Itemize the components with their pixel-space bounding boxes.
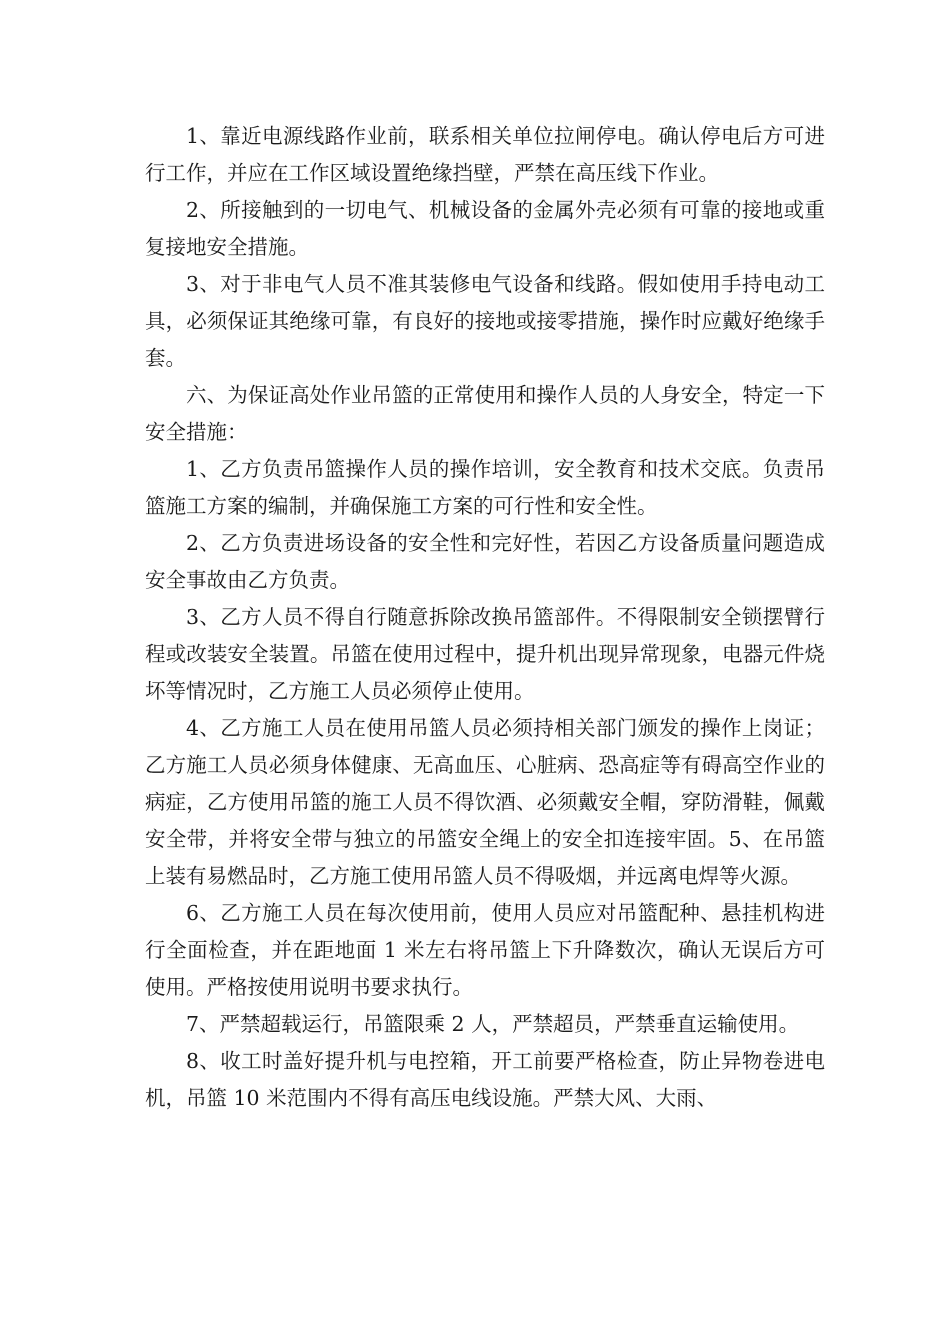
section-heading-gondola-safety: 六、为保证高处作业吊篮的正常使用和操作人员的人身安全，特定一下安全措施：	[145, 383, 825, 444]
paragraph-end-of-work: 8、收工时盖好提升机与电控箱，开工前要严格检查，防止异物卷进电机，吊篮 10 米范围内不得有高压电线设施。严禁大风、大雨、	[145, 1049, 825, 1110]
paragraph-load-limit: 7、严禁超载运行，吊篮限乘 2 人，严禁超员，严禁垂直运输使用。	[186, 1012, 800, 1036]
paragraph-operator-training: 1、乙方负责吊篮操作人员的操作培训，安全教育和技术交底。负责吊篮施工方案的编制，并确保施工方案的可行性和安全性。	[145, 457, 825, 518]
paragraph-grounding: 2、所接触到的一切电气、机械设备的金属外壳必须有可靠的接地或重复接地安全措施。	[145, 198, 825, 259]
paragraph-power-line-work: 1、靠近电源线路作业前，联系相关单位拉闸停电。确认停电后方可进行工作，并应在工作区域设置绝缘挡壁，严禁在高压线下作业。	[145, 124, 825, 185]
paragraph-operator-requirements: 4、乙方施工人员在使用吊篮人员必须持相关部门颁发的操作上岗证；乙方施工人员必须身体健康、无高血压、心脏病、恐高症等有碍高空作业的病症，乙方使用吊篮的施工人员不得饮酒、必须戴安全帽，穿防滑鞋，佩戴安全带，并将安全带与独立的吊篮安全绳上的安全扣连接牢固。5、在吊篮上装有易燃品时，乙方施工使用吊篮人员不得吸烟，并远离电焊等火源。	[145, 716, 825, 888]
paragraph-equipment-quality: 2、乙方负责进场设备的安全性和完好性，若因乙方设备质量问题造成安全事故由乙方负责。	[145, 531, 825, 592]
paragraph-no-modification: 3、乙方人员不得自行随意拆除改换吊篮部件。不得限制安全锁摆臂行程或改装安全装置。吊篮在使用过程中，提升机出现异常现象，电器元件烧坏等情况时，乙方施工人员必须停止使用。	[145, 605, 825, 703]
document-body	[145, 118, 825, 1117]
paragraph-electrical-personnel: 3、对于非电气人员不准其装修电气设备和线路。假如使用手持电动工具，必须保证其绝缘可靠，有良好的接地或接零措施，操作时应戴好绝缘手套。	[145, 272, 825, 370]
paragraph-pre-use-inspection: 6、乙方施工人员在每次使用前，使用人员应对吊篮配种、悬挂机构进行全面检查，并在距地面 1 米左右将吊篮上下升降数次，确认无误后方可使用。严格按使用说明书要求执行。	[145, 901, 825, 999]
